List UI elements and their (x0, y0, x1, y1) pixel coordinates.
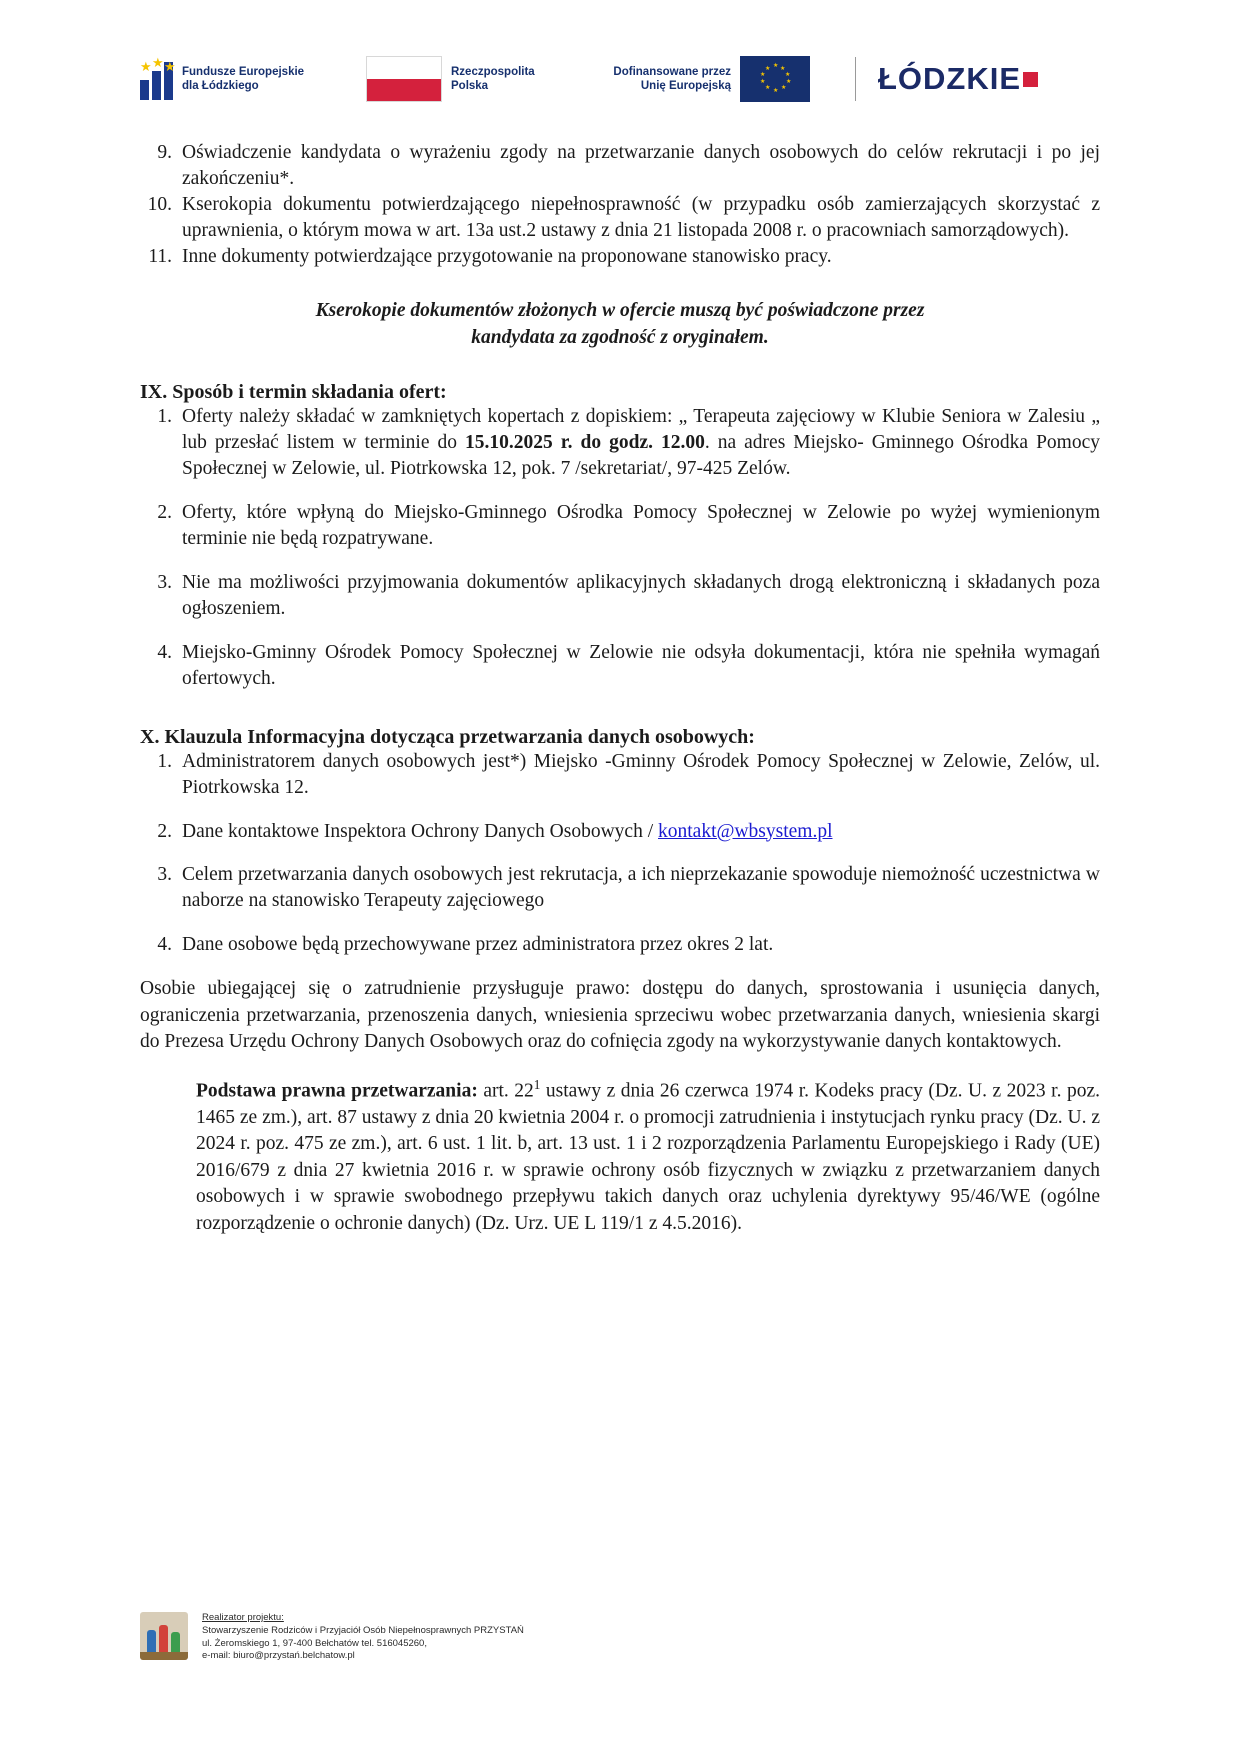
section-heading-ix: IX. Sposób i termin składania ofert: (140, 381, 447, 404)
list-item (140, 749, 1100, 801)
iod-email-link[interactable]: kontakt@wbsystem.pl (658, 820, 833, 842)
eu-line-1: Dofinansowane przez (613, 65, 731, 78)
list-item-number: 2. (157, 820, 172, 842)
fe-line-1: Fundusze Europejskie (182, 65, 305, 78)
footer-project-realizer (140, 1612, 1040, 1663)
list-item-text: Dane osobowe będą przechowywane przez administratora przez okres 2 lat. (182, 934, 774, 956)
list-item-number: 9. (157, 142, 172, 163)
eu-funding-logo-bar (140, 48, 1100, 110)
footer-line-0: Realizator projektu: (202, 1612, 284, 1623)
document-body (140, 140, 1100, 1237)
list-item-text: Inne dokumenty potwierdzające przygotowanie na proponowane stanowisko pracy. (182, 245, 832, 267)
list-item (140, 404, 1100, 482)
documents-list (140, 140, 1100, 270)
logo-rzeczpospolita-polska (366, 56, 581, 102)
list-item-number: 3. (157, 572, 172, 594)
przystan-logo-icon (140, 1612, 188, 1660)
list-item-text (182, 404, 1100, 482)
list-item-number: 2. (157, 502, 172, 524)
list-item-text: Oferty, które wpłyną do Miejsko-Gminnego Ośrodka Pomocy Społecznej w Zelowie po wyżej wymienionym terminie nie będą rozpatrywane. (182, 502, 1100, 550)
section-heading-x: X. Klauzula Informacyjna dotycząca przetwarzania danych osobowych: (140, 725, 755, 748)
logo-fundusze-europejskie (140, 55, 350, 100)
notice-line-2: kandydata za zgodność z oryginałem. (471, 326, 769, 348)
list-item-text: Kserokopia dokumentu potwierdzającego niepełnosprawność (w przypadku osób zamierzających skorzystać z uprawnienia, o którym mowa w art. 13a ust.2 ustawy z dnia 21 listopada 2008 r. o pracowniach samorządowych). (182, 193, 1100, 241)
iod-contact-text: Dane kontaktowe Inspektora Ochrony Danych Osobowych / (182, 820, 658, 842)
section-ix-list (140, 404, 1100, 691)
list-item-text (182, 819, 1100, 845)
list-item-number: 10. (147, 193, 172, 215)
polish-flag-icon (366, 56, 442, 102)
list-item-text: Celem przetwarzania danych osobowych jest rekrutacja, a ich nieprzekazanie spowoduje niemożność uczestnictwa w naborze na stanowisko Terapeuty zajęciowego (182, 864, 1100, 912)
list-item (140, 819, 1100, 845)
legal-basis-text: ustawy z dnia 26 czerwca 1974 r. Kodeks pracy (Dz. U. z 2023 r. poz. 1465 ze zm.), art. 87 ustawy z dnia 20 kwietnia 2004 r. o promocji zatrudnienia i instytucjach rynku pracy (Dz. U. z 2024 r. poz. 475 ze zm.), art. 6 ust. 1 lit. b, art. 13 ust. 1 i 2 rozporządzenia Parlamentu Europejskiego i Rady (UE) 2016/679 z dnia 27 kwietnia 2016 r. w sprawie ochrony osób fizycznych w związku z przetwarzaniem danych osobowych i w sprawie swobodnego przepływu takich danych oraz uchylenia dyrektywy 95/46/WE (ogólne rozporządzenie o ochronie danych) (Dz. Urz. UE L 119/1 z 4.5.2016). (196, 1080, 1100, 1234)
list-item-number: 11. (148, 245, 172, 267)
fundusze-europejskie-icon: ★ ★ ★ (140, 58, 174, 100)
list-item-number: 3. (157, 864, 172, 886)
eu-line-2: Unię Europejską (640, 80, 731, 92)
legal-basis-label: Podstawa prawna przetwarzania: (196, 1080, 478, 1102)
footer-line-3: e-mail: biuro@przystań.belchatow.pl (202, 1650, 355, 1662)
notice-line-1-bold: Kserokopie dokumentów złożonych (315, 299, 598, 321)
lodzkie-square-icon (1023, 72, 1038, 87)
list-item (140, 500, 1100, 552)
deadline-text-part-1: Oferty należy składać w zamkniętych kopertach z dopiskiem: „ Terapeuta zajęciowy w Klubie Seniora w Zalesiu „ lub przesłać listem w terminie do (182, 406, 1100, 454)
legal-basis-superscript: 1 (533, 1076, 541, 1092)
deadline-text-part-2: . na adres Miejsko- Gminnego Ośrodka Pomocy Społecznej w Zelowie, ul. Piotrkowska 12, pok. 7 /sekretariat/, 97-425 Zelów. (182, 432, 1100, 480)
list-item (140, 862, 1100, 914)
legal-basis-paragraph (196, 1076, 1100, 1238)
list-item (140, 932, 1100, 958)
fundusze-europejskie-label (182, 65, 304, 94)
data-subject-rights-paragraph: Osobie ubiegającej się o zatrudnienie przysługuje prawo: dostępu do danych, sprostowania i usunięcia danych, ograniczenia przetwarzania, przenoszenia danych, wniesienia sprzeciwu wobec przetwarzania danych, wniesienia skargi do Prezesa Urzędu Ochrony Danych Osobowych oraz do cofnięcia zgody na wykorzystywanie danych kontaktowych. (140, 978, 1100, 1053)
list-item-text: Nie ma możliwości przyjmowania dokumentów aplikacyjnych składanych drogą elektroniczną i składanych poza ogłoszeniem. (182, 572, 1100, 619)
list-item-number: 1. (157, 406, 172, 428)
section-x-list (140, 749, 1100, 959)
footer-line-1: Stowarzyszenie Rodziców i Przyjaciół Osób Niepełnosprawnych PRZYSTAŃ (202, 1624, 524, 1636)
footer-line-2: ul. Żeromskiego 1, 97-400 Bełchatów tel. 516045260, (202, 1637, 427, 1649)
logo-divider (855, 57, 856, 101)
deadline-date: 15.10.2025 r. do godz. 12.00 (465, 432, 705, 454)
list-item (140, 140, 1100, 192)
notice-line-1-rest: w ofercie muszą być poświadczone przez (597, 299, 925, 321)
eu-flag-icon: ★ ★ ★ ★ ★ ★ ★ ★ ★ ★ (740, 56, 810, 102)
lodzkie-label: ŁÓDZKIE (878, 61, 1022, 96)
list-item (140, 640, 1100, 692)
list-item-text: Oświadczenie kandydata o wyrażeniu zgody na przetwarzanie danych osobowych do celów rekrutacji i po jej zakończeniu*. (182, 142, 1100, 189)
legal-basis-pre: art. 22 (477, 1080, 534, 1102)
list-item (140, 570, 1100, 622)
list-item-number: 1. (157, 750, 172, 772)
list-item-text: Miejsko-Gminny Ośrodek Pomocy Społecznej w Zelowie nie odsyła dokumentacji, która nie spełniła wymagań ofertowych. (182, 641, 1100, 689)
list-item-text: Administratorem danych osobowych jest*) Miejsko -Gminny Ośrodek Pomocy Społecznej w Zelowie, Zelów, ul. Piotrkowska 12. (182, 750, 1100, 798)
logo-unia-europejska (591, 56, 841, 102)
pl-line-2: Polska (451, 80, 489, 92)
rzeczpospolita-label (451, 65, 535, 94)
list-item (140, 244, 1100, 270)
list-item-number: 4. (157, 934, 172, 956)
logo-lodzkie (878, 61, 1038, 97)
fe-line-2: dla Łódzkiego (182, 80, 259, 92)
list-item-number: 4. (157, 641, 172, 663)
certified-copies-notice (140, 298, 1100, 352)
footer-text-block (202, 1612, 524, 1663)
pl-line-1: Rzeczpospolita (451, 65, 535, 78)
list-item (140, 192, 1100, 244)
unia-europejska-label (591, 65, 731, 94)
